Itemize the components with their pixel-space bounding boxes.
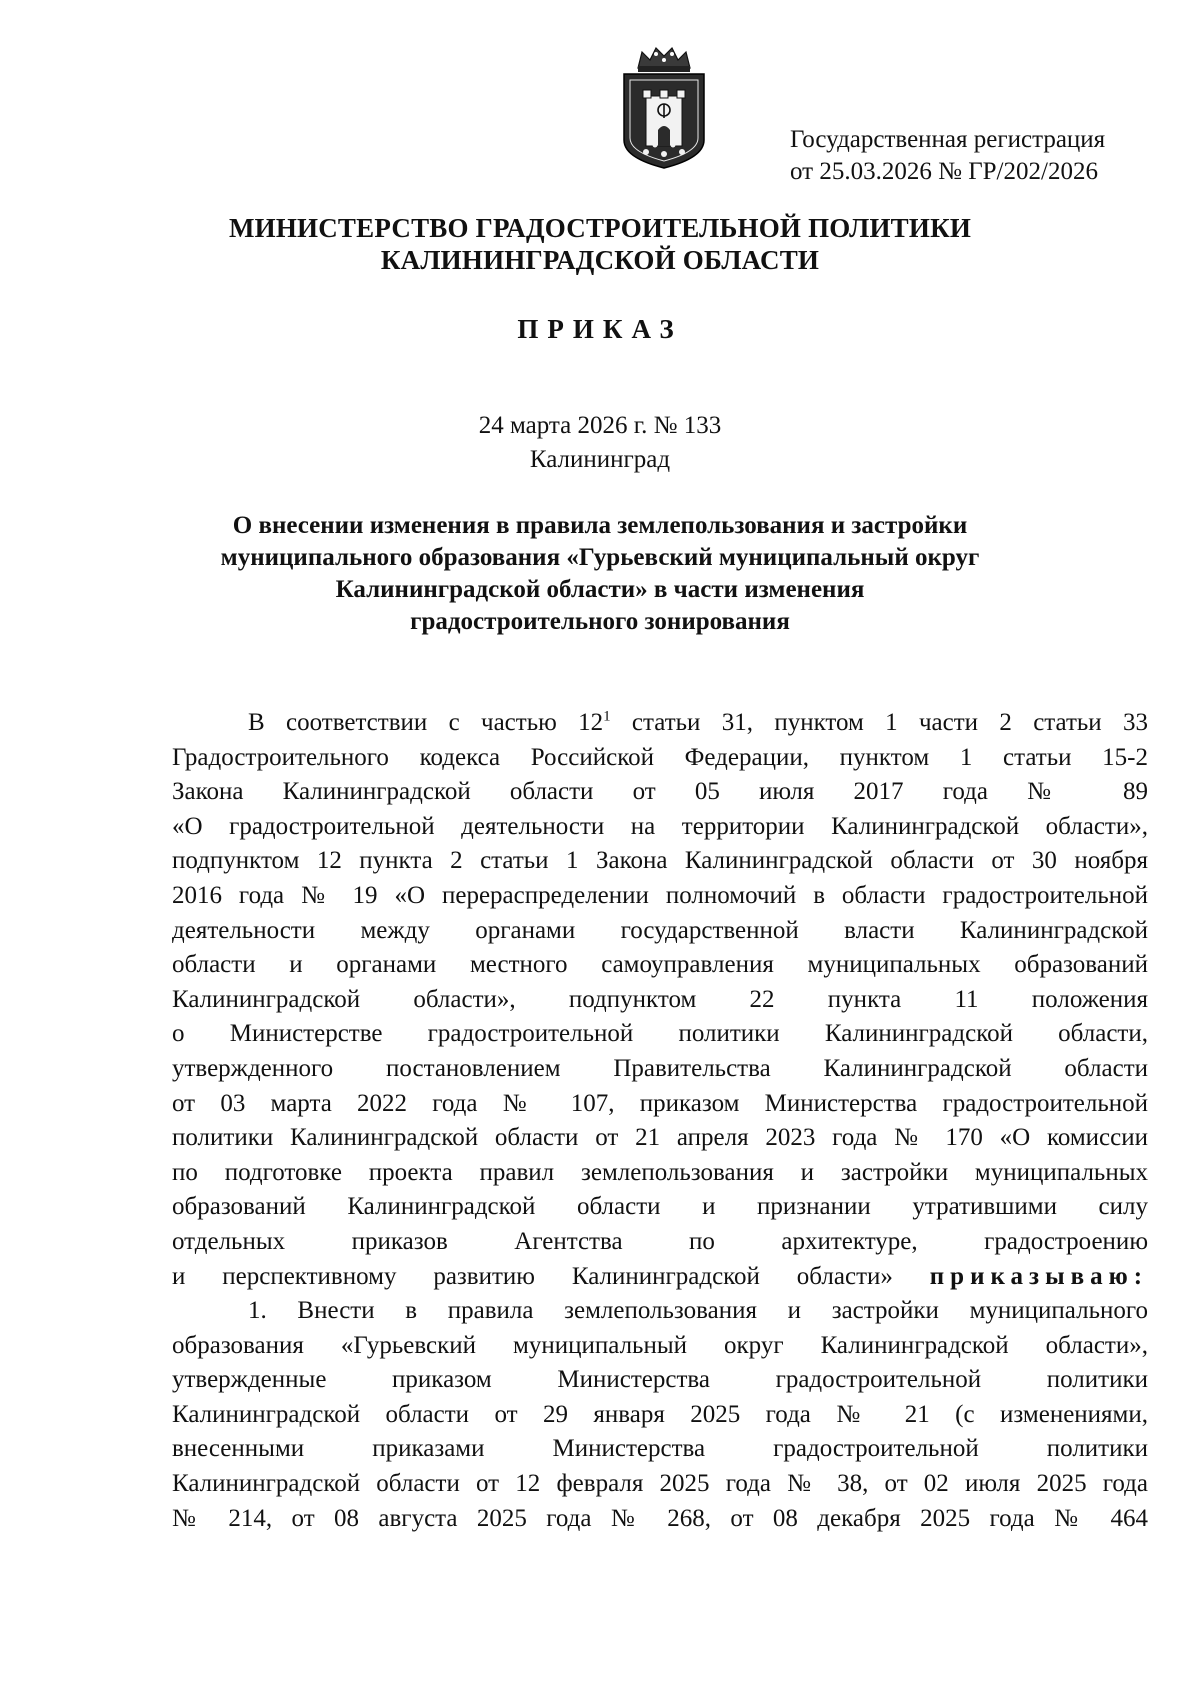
body-line: Калининградской области от 29 января 2025 года № 21 (с изменениями, <box>172 1400 1148 1428</box>
subject-line: муниципального образования «Гурьевский муниципальный округ <box>220 544 980 571</box>
body-text-fragment: В соответствии с частью 12 <box>248 709 604 736</box>
body-line: № 214, от 08 августа 2025 года № 268, от 08 декабря 2025 года № 464 <box>172 1504 1148 1532</box>
body-line: по подготовке проекта правил землепользования и застройки муниципальных <box>172 1158 1148 1186</box>
order-city: Калининград <box>529 446 671 473</box>
subject-line: градостроительного зонирования <box>410 608 790 635</box>
order-body <box>172 706 1148 1536</box>
kaliningrad-coat-of-arms-icon <box>616 44 712 170</box>
order-subject <box>0 510 1200 638</box>
body-line: внесенными приказами Министерства градостроительной политики <box>172 1435 1148 1463</box>
body-line: области и органами местного самоуправления муниципальных образований <box>172 951 1148 979</box>
body-line: от 03 марта 2022 года № 107, приказом Министерства градостроительной <box>172 1089 1148 1117</box>
body-line <box>172 706 1148 741</box>
body-line: деятельности между органами государственной власти Калининградской <box>172 916 1148 944</box>
ministry-name-line1: МИНИСТЕРСТВО ГРАДОСТРОИТЕЛЬНОЙ ПОЛИТИКИ <box>228 213 972 243</box>
body-line: утвержденные приказом Министерства градостроительной политики <box>172 1366 1148 1394</box>
body-line: Градостроительного кодекса Российской Федерации, пунктом 1 статьи 15-2 <box>172 743 1148 771</box>
subject-line: Калининградской области» в части изменения <box>335 576 865 603</box>
body-line: 1. Внести в правила землепользования и застройки муниципального <box>248 1297 1148 1325</box>
document-type-title: ПРИКАЗ <box>517 314 683 344</box>
registration-label: Государственная регистрация <box>790 126 1106 153</box>
body-text-fragment: статьи 31, пунктом 1 части 2 статьи 33 <box>610 709 1148 736</box>
order-date-number: 24 марта 2026 г. № 133 <box>478 412 722 439</box>
registration-number: от 25.03.2026 № ГР/202/2026 <box>790 158 1098 185</box>
body-line: утвержденного постановлением Правительства Калининградской области <box>172 1054 1148 1082</box>
body-line: отдельных приказов Агентства по архитектуре, градостроению <box>172 1227 1148 1255</box>
body-text-fragment: и перспективному развитию Калининградской области» <box>172 1262 893 1290</box>
body-line: «О градостроительной деятельности на территории Калининградской области», <box>172 812 1148 840</box>
date-and-place <box>0 409 1200 477</box>
body-line: подпунктом 12 пункта 2 статьи 1 Закона Калининградской области от 30 ноября <box>172 847 1148 875</box>
registration-stamp <box>790 124 1105 188</box>
body-line: Калининградской области», подпунктом 22 пункта 11 положения <box>172 985 1148 1013</box>
body-line: о Министерстве градостроительной политики Калининградской области, <box>172 1020 1148 1048</box>
body-line: образования «Гурьевский муниципальный округ Калининградской области», <box>172 1331 1148 1359</box>
body-line: 2016 года № 19 «О перераспределении полномочий в области градостроительной <box>172 881 1148 909</box>
body-line <box>172 1260 1148 1295</box>
body-line: политики Калининградской области от 21 апреля 2023 года № 170 «О комиссии <box>172 1124 1148 1152</box>
body-line: Калининградской области от 12 февраля 2025 года № 38, от 02 июля 2025 года <box>172 1470 1148 1498</box>
subject-line: О внесении изменения в правила землепользования и застройки <box>232 512 968 539</box>
ministry-name <box>0 212 1200 276</box>
ministry-name-line2: КАЛИНИНГРАДСКОЙ ОБЛАСТИ <box>380 245 820 275</box>
order-directive: приказываю: <box>929 1262 1149 1290</box>
body-line: образований Калининградской области и признании утратившими силу <box>172 1193 1148 1221</box>
body-line: Закона Калининградской области от 05 июля 2017 года № 89 <box>172 778 1148 806</box>
superscript: 1 <box>603 708 611 725</box>
